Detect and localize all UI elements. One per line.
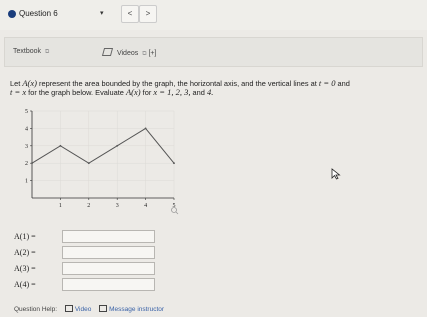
t-equals-0: t = 0 [318,78,336,88]
resources-bar [4,37,423,67]
x-tick-label: 3 [115,203,119,209]
answer-input-a3[interactable] [62,262,155,275]
question-text-4: for [140,88,154,97]
x-tick-label: 5 [172,203,176,209]
next-question-button[interactable]: > [139,5,157,23]
question-text-1: represent the area bounded by the graph, the horizontal axis, and the vertical lines at [36,79,319,88]
videos-label: Videos [116,50,139,57]
question-intro: Let [10,79,21,88]
question-help [14,305,164,313]
data-point [173,162,175,164]
videos-link[interactable] [103,48,156,58]
x-tick-label: 2 [87,203,91,209]
answer-label-a4: A(4) = [14,280,36,289]
question-text [10,79,420,97]
x-tick-label: 4 [144,203,148,209]
top-bar [0,0,427,30]
mouse-cursor-icon [331,168,341,180]
data-point [31,162,33,164]
y-tick-label: 5 [25,109,28,115]
function-a-of-x: A(x) [22,78,37,88]
question-text-2: and [335,79,350,88]
question-text-5: and [190,88,207,97]
question-status-dot [8,10,16,18]
textbook-link[interactable] [13,48,49,56]
mail-icon [99,305,107,312]
previous-question-button[interactable]: < [121,5,139,23]
line-graph [14,103,184,215]
data-point [116,145,118,147]
message-instructor-link[interactable]: Message instructor [109,306,165,313]
question-text-3: for the graph below. Evaluate [26,88,126,97]
answer-input-a4[interactable] [62,278,155,291]
data-point [88,162,90,164]
x-values: x = 1, 2, 3, [153,87,191,97]
x-value-4: 4. [206,87,214,97]
external-link-icon: ⧉ [44,49,50,55]
answer-input-a2[interactable] [62,246,155,259]
question-label: Question 6 [19,9,58,18]
y-tick-label: 4 [25,126,28,133]
data-point [60,145,62,147]
question-dropdown-icon[interactable]: ▾ [100,10,104,17]
y-tick-label: 1 [25,178,28,185]
answer-label-a3: A(3) = [14,264,36,273]
y-tick-label: 2 [25,161,28,168]
answer-label-a1: A(1) = [14,232,36,241]
video-icon [65,305,73,312]
answer-label-a2: A(2) = [14,248,36,257]
video-icon [102,48,113,56]
videos-expand[interactable]: [+] [148,50,157,57]
x-tick-label: 1 [58,203,62,209]
y-tick-label: 3 [25,143,28,150]
t-equals-x: t = x [10,87,27,97]
answer-input-a1[interactable] [62,230,155,243]
textbook-label: Textbook [13,48,42,55]
external-link-icon: ⧉ [142,51,147,57]
question-help-label: Question Help: [14,306,57,313]
function-a-of-x-2: A(x) [125,87,141,97]
data-point [145,128,147,130]
graph-svg [14,103,184,215]
help-video-link[interactable]: Video [74,306,92,313]
